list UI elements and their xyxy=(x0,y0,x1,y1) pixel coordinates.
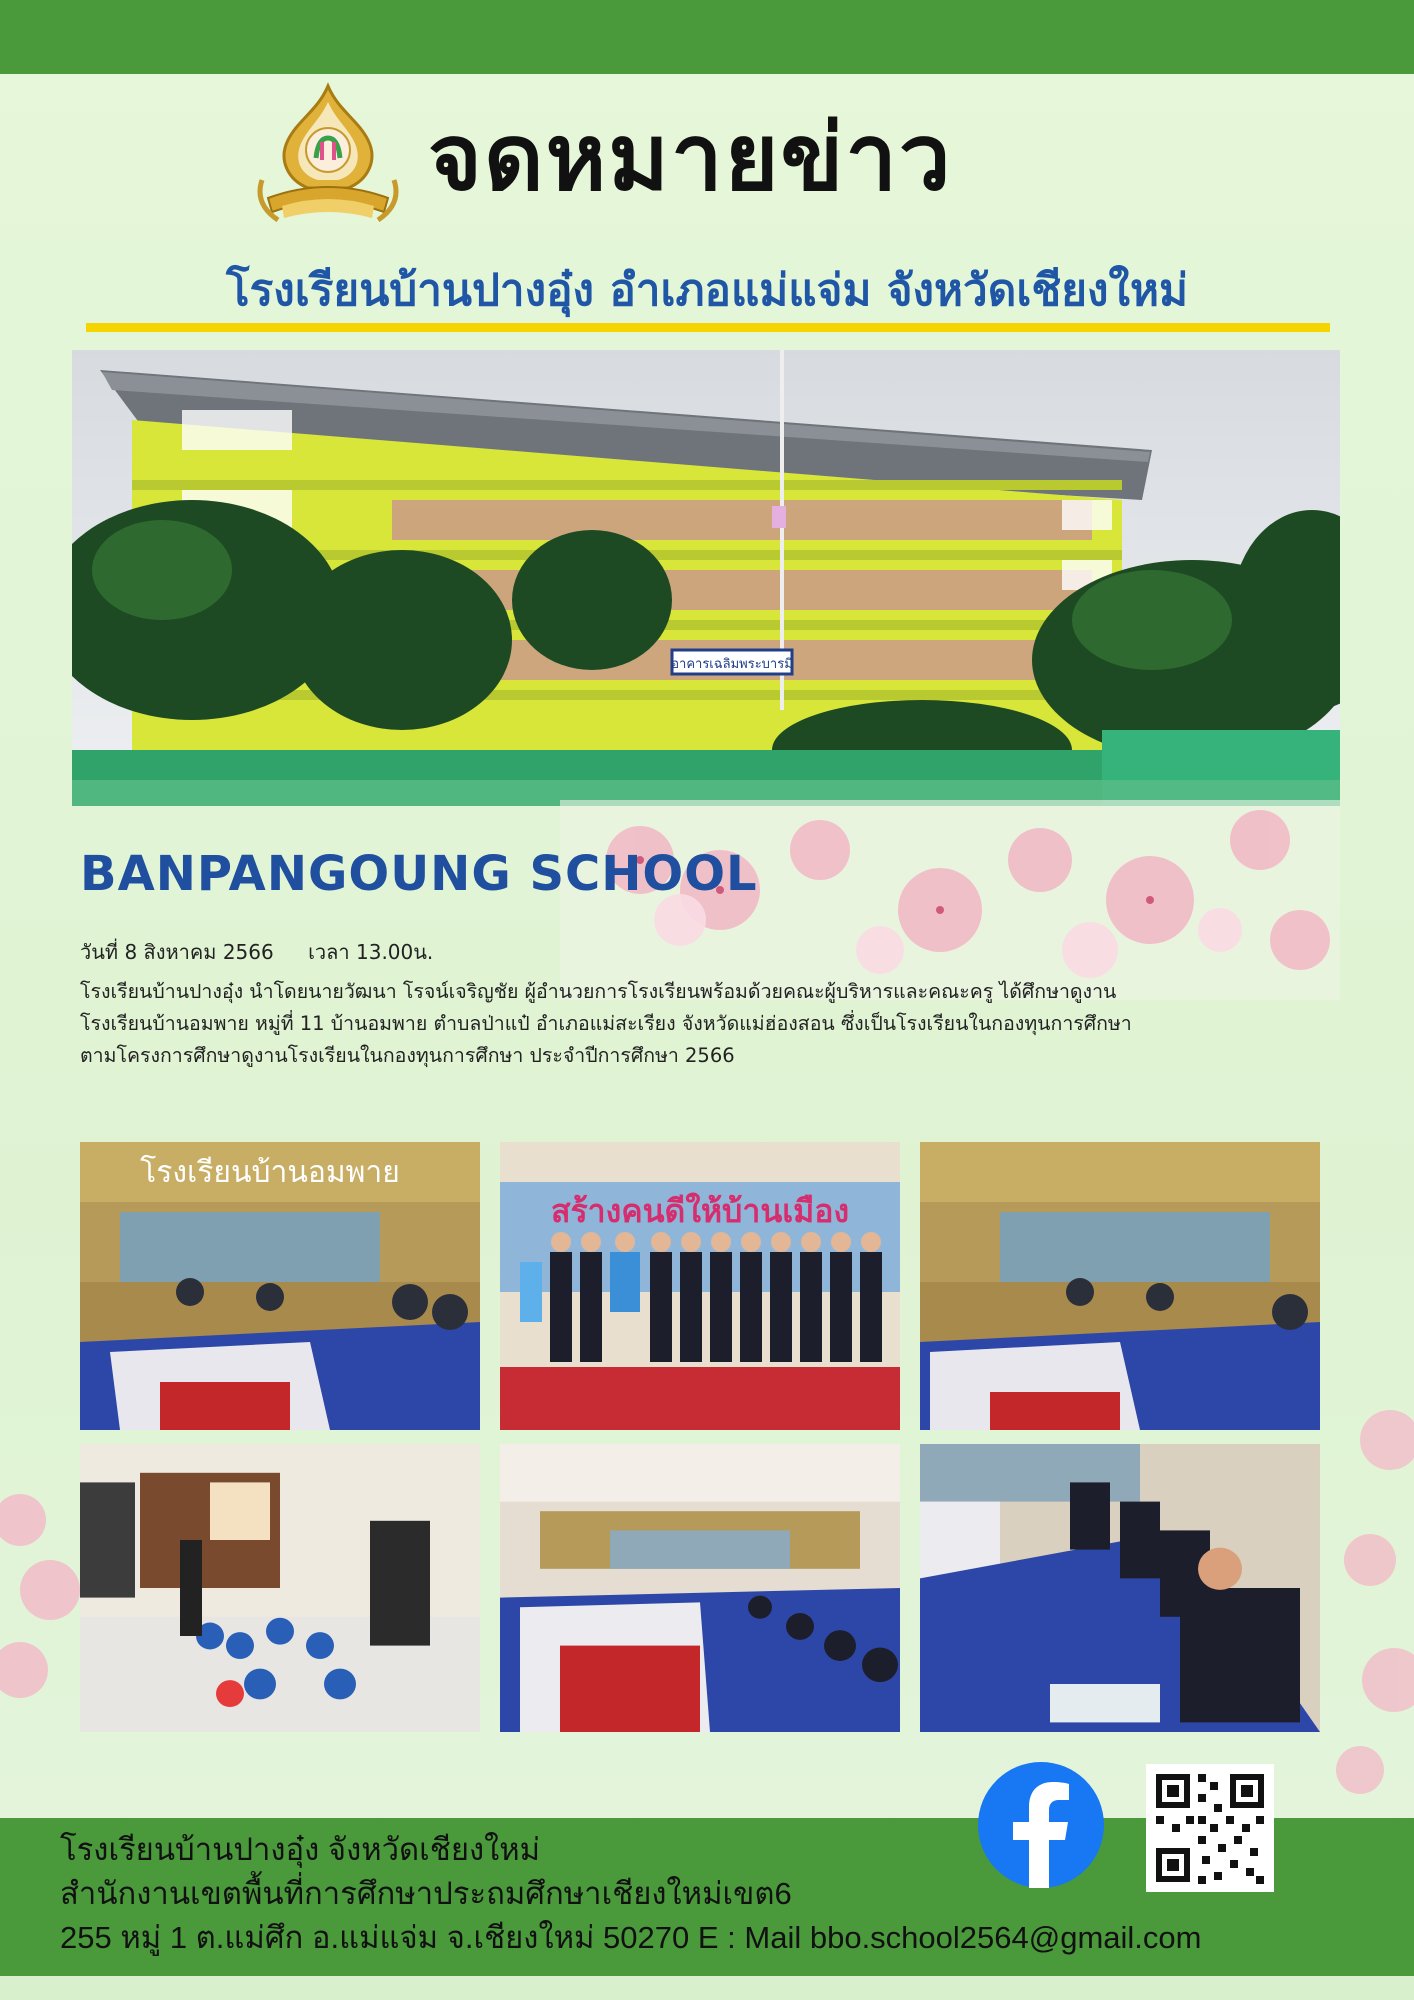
article-line: ตามโครงการศึกษาดูงานโรงเรียนในกองทุนการศึกษา ประจำปีการศึกษา 2566 xyxy=(80,1044,735,1067)
qr-code-icon[interactable] xyxy=(1146,1764,1274,1892)
group-photo xyxy=(500,1142,900,1430)
blossom-decoration-left xyxy=(0,1480,90,1740)
article-body xyxy=(80,976,1350,1072)
event-time: เวลา 13.00น. xyxy=(308,940,434,964)
footer-school-name: โรงเรียนบ้านปางอุ๋ง จังหวัดเชียงใหม่ xyxy=(60,1832,541,1867)
footer-office: สำนักงานเขตพื้นที่การศึกษาประถมศึกษาเชียงใหม่เขต6 xyxy=(60,1876,792,1911)
classroom-photo xyxy=(80,1444,480,1732)
school-logo xyxy=(248,80,408,240)
facebook-icon[interactable] xyxy=(976,1760,1106,1890)
event-date: วันที่ 8 สิงหาคม 2566 xyxy=(80,940,274,964)
meeting-room-photo-2 xyxy=(920,1142,1320,1430)
event-meta xyxy=(80,936,461,968)
article-line: โรงเรียนบ้านอมพาย หมู่ที่ 11 บ้านอมพาย ตำบลป่าแป๋ อำเภอแม่สะเรียง จังหวัดแม่ฮ่องสอน ซึ่งเป็นโรงเรียนในกองทุนการศึกษา xyxy=(80,1012,1132,1035)
meeting-room-photo xyxy=(80,1142,480,1430)
school-subtitle: โรงเรียนบ้านปางอุ๋ง อำเภอแม่แจ่ม จังหวัดเชียงใหม่ xyxy=(226,265,1188,316)
article-line: โรงเรียนบ้านปางอุ๋ง นำโดยนายวัฒนา โรจน์เจริญชัย ผู้อำนวยการโรงเรียนพร้อมด้วยคณะผู้บริหารและคณะครู ได้ศึกษาดูงาน xyxy=(80,980,1117,1003)
meeting-sign-text: โรงเรียนบ้านอมพาย xyxy=(140,1155,400,1190)
meeting-table-photo xyxy=(920,1444,1320,1732)
footer-bottom-strip xyxy=(0,1976,1414,2000)
top-green-band xyxy=(0,0,1414,74)
building-sign: อาคารเฉลิมพระบารมี xyxy=(671,657,793,672)
school-name-english: BANPANGOUNG SCHOOL xyxy=(80,846,758,902)
footer-address-email: 255 หมู่ 1 ต.แม่ศึก อ.แม่แจ่ม จ.เชียงใหม่ 50270 E : Mail bbo.school2564@gmail.com xyxy=(60,1920,1202,1955)
newsletter-title: จดหมายข่าว xyxy=(428,104,953,211)
yellow-divider xyxy=(86,323,1330,332)
banner-slogan: สร้างคนดีให้บ้านเมือง xyxy=(550,1192,850,1230)
conference-hall-photo xyxy=(500,1444,900,1732)
blossom-decoration-right xyxy=(1320,1380,1414,1800)
school-building-photo xyxy=(72,350,1340,806)
